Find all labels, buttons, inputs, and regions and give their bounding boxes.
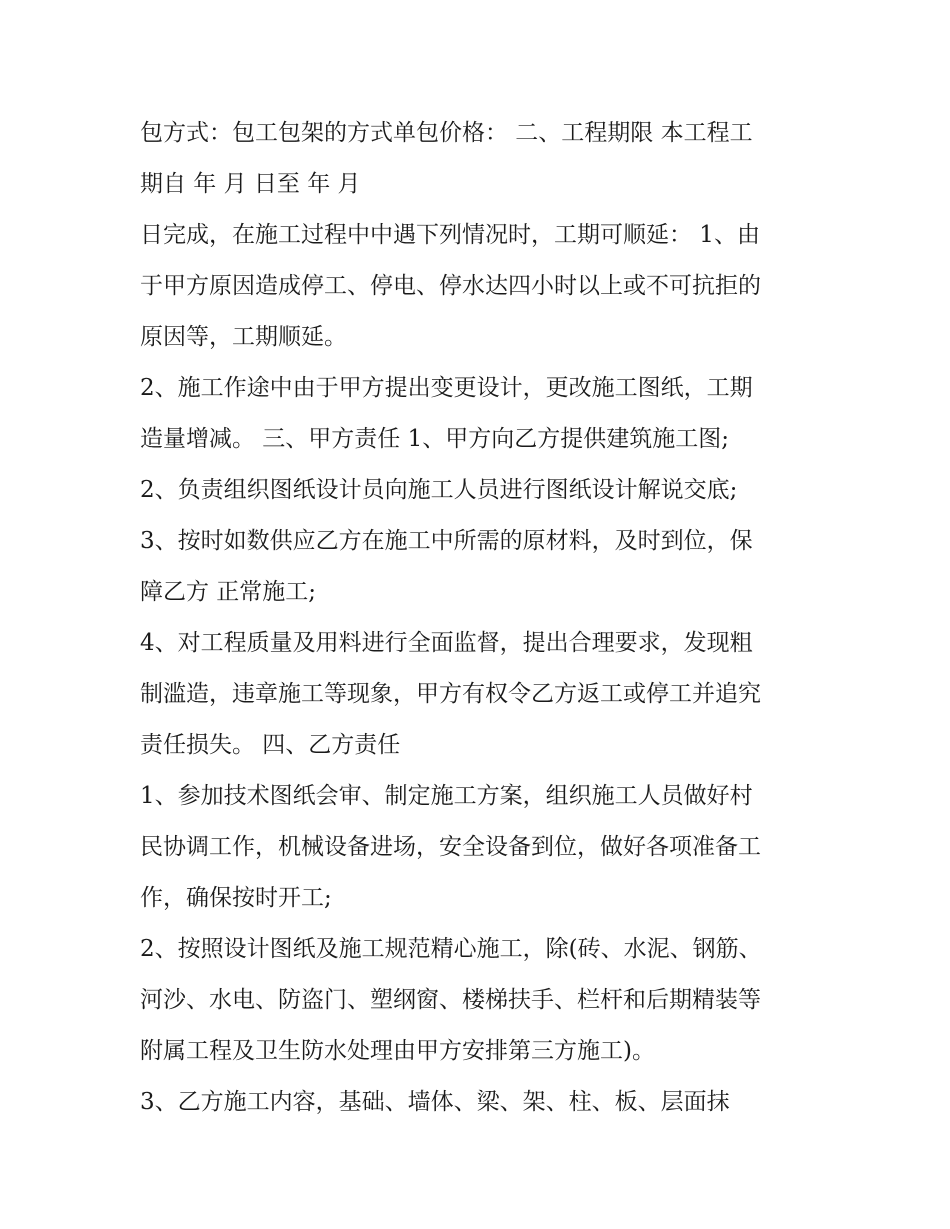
text-line: 责任损失。 四、乙方责任 (140, 732, 401, 758)
text-line: 于甲方原因造成停工、停电、停水达四小时以上或不可抗拒的 (140, 273, 761, 299)
text-line: 3、乙方施工内容，基础、墙体、梁、架、柱、板、层面抹 (140, 1089, 730, 1115)
text-line: 2、按照设计图纸及施工规范精心施工，除(砖、水泥、钢筋、 (140, 936, 762, 962)
text-line: 作，确保按时开工; (140, 885, 332, 911)
text-line: 2、负责组织图纸设计员向施工人员进行图纸设计解说交底; (140, 477, 738, 503)
text-line: 3、按时如数供应乙方在施工中所需的原材料，及时到位，保 (140, 528, 753, 554)
contract-body-text (140, 108, 820, 1128)
text-line: 障乙方 正常施工; (140, 579, 317, 605)
text-line: 2、施工作途中由于甲方提出变更设计，更改施工图纸，工期 (140, 375, 753, 401)
text-line: 包方式：包工包架的方式单包价格： 二、工程期限 本工程工 (140, 120, 753, 146)
text-line: 制滥造，违章施工等现象，甲方有权令乙方返工或停工并追究 (140, 681, 761, 707)
text-line: 1、参加技术图纸会审、制定施工方案，组织施工人员做好村 (140, 783, 753, 809)
text-line: 河沙、水电、防盗门、塑纲窗、楼梯扶手、栏杆和后期精装等 (140, 987, 761, 1013)
text-line: 附属工程及卫生防水处理由甲方安排第三方施工)。 (140, 1038, 655, 1064)
text-line: 民协调工作，机械设备进场，安全设备到位，做好各项准备工 (140, 834, 761, 860)
text-line: 原因等，工期顺延。 (140, 324, 347, 350)
text-line: 4、对工程质量及用料进行全面监督，提出合理要求，发现粗 (140, 630, 753, 656)
text-line: 期自 年 月 日至 年 月 (140, 171, 361, 197)
text-line: 造量增减。 三、甲方责任 1、甲方向乙方提供建筑施工图; (140, 426, 730, 452)
text-line: 日完成，在施工过程中中遇下列情况时，工期可顺延： 1、由 (140, 222, 760, 248)
